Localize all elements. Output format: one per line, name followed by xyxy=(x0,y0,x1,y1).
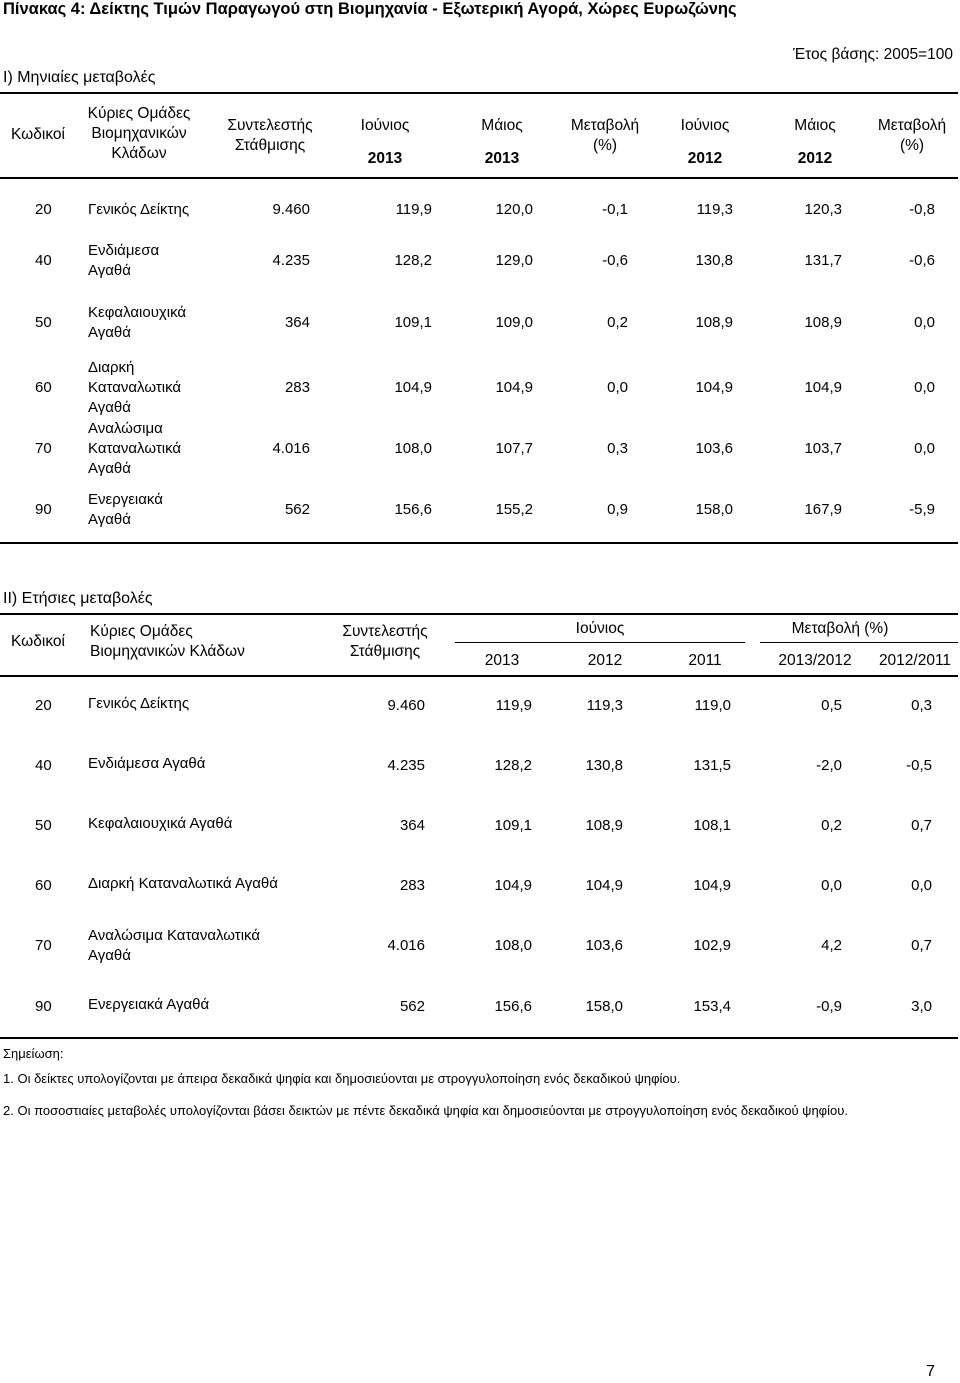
row-value: -5,9 xyxy=(909,501,935,518)
row2-value: 109,1 xyxy=(494,817,532,834)
header2-codes: Κωδικοί xyxy=(11,633,65,650)
row2-value: 102,9 xyxy=(693,937,731,954)
header-year-2013-a: 2013 xyxy=(367,150,403,167)
row2-weight: 9.460 xyxy=(387,697,425,714)
row-name-line: Καταναλωτικά xyxy=(88,440,182,457)
row-name-line: Αγαθά xyxy=(88,262,131,279)
row-weight: 4.016 xyxy=(272,440,310,457)
row-weight: 364 xyxy=(284,314,310,331)
header-may-2013: Μάιος xyxy=(481,117,523,134)
row-value: 156,6 xyxy=(394,501,432,518)
header-may-2012: Μάιος xyxy=(794,117,836,134)
row2-weight: 283 xyxy=(399,877,425,894)
row2-value: -0,9 xyxy=(816,998,842,1015)
row-value: 131,7 xyxy=(804,252,842,269)
row2-value: 130,8 xyxy=(585,757,623,774)
row-value: 109,1 xyxy=(394,314,432,331)
row-name-line: Αγαθά xyxy=(88,511,131,528)
row-weight: 4.235 xyxy=(272,252,310,269)
row2-code: 50 xyxy=(35,817,52,834)
row2-name-line: Αναλώσιμα Καταναλωτικά xyxy=(88,927,261,944)
header-groups-line2: Βιομηχανικών xyxy=(91,125,187,142)
note-2: 2. Οι ποσοστιαίες μεταβολές υπολογίζονται βάσει δεικτών με πέντε δεκαδικά ψηφία και δημοσιεύονται με στρογγυλοποίηση ενός δεκαδικού ψηφίου. xyxy=(3,1103,848,1118)
row2-value: 0,3 xyxy=(911,697,932,714)
notes-label: Σημείωση: xyxy=(3,1046,64,1061)
row2-value: 108,0 xyxy=(494,937,532,954)
header-change2-line2: (%) xyxy=(899,137,925,154)
row-name-line: Ενδιάμεσα xyxy=(88,242,160,259)
row2-value: 119,3 xyxy=(586,697,623,714)
row2-weight: 4.235 xyxy=(387,757,425,774)
row-value: 128,2 xyxy=(394,252,432,269)
section2-heading: ΙΙ) Ετήσιες μεταβολές xyxy=(3,590,153,607)
row-value: 103,7 xyxy=(804,440,842,457)
row-name-line: Διαρκή xyxy=(88,359,135,376)
row2-value: -0,5 xyxy=(906,757,932,774)
row-name xyxy=(88,419,181,479)
row-code: 50 xyxy=(35,314,52,331)
row-value: 119,9 xyxy=(395,201,432,218)
header2-change-underline xyxy=(760,642,958,643)
header2-weight-line1: Συντελεστής xyxy=(342,623,428,640)
row2-value: 0,5 xyxy=(821,697,842,714)
header-change2-line1: Μεταβολή xyxy=(877,117,947,134)
header2-change: Μεταβολή (%) xyxy=(791,620,889,637)
row2-name-line: Διαρκή Καταναλωτικά Αγαθά xyxy=(88,875,278,892)
row2-value: 0,0 xyxy=(911,877,932,894)
row-value: 129,0 xyxy=(495,252,533,269)
row2-name xyxy=(88,754,205,774)
header2-groups-line1: Κύριες Ομάδες xyxy=(90,623,193,640)
row2-value: 108,1 xyxy=(693,817,731,834)
header-codes: Κωδικοί xyxy=(11,126,65,143)
row-value: -0,6 xyxy=(909,252,935,269)
row-value: 104,9 xyxy=(394,379,432,396)
row2-name xyxy=(88,814,232,834)
row-value: 0,0 xyxy=(914,379,935,396)
row-value: 108,0 xyxy=(394,440,432,457)
row-weight: 9.460 xyxy=(272,201,310,218)
row-name-line: Κεφαλαιουχικά xyxy=(88,304,187,321)
page-number: 7 xyxy=(926,1363,935,1380)
row2-code: 40 xyxy=(35,757,52,774)
row-name xyxy=(88,490,163,530)
row2-name xyxy=(88,926,260,966)
row2-code: 60 xyxy=(35,877,52,894)
section2-bottom-rule xyxy=(0,1037,958,1039)
row2-weight: 562 xyxy=(399,998,425,1015)
header-june-2012: Ιούνιος xyxy=(680,117,730,134)
row-value: 167,9 xyxy=(804,501,842,518)
row-value: 0,3 xyxy=(607,440,628,457)
header2-groups xyxy=(90,622,245,662)
row-value: 0,2 xyxy=(607,314,628,331)
row2-name xyxy=(88,995,209,1015)
row-value: 0,0 xyxy=(914,314,935,331)
header-groups-line1: Κύριες Ομάδες xyxy=(87,105,191,122)
header-year-2012-b: 2012 xyxy=(797,150,833,167)
base-year: Έτος βάσης: 2005=100 xyxy=(793,46,953,63)
row2-value: 131,5 xyxy=(693,757,731,774)
row2-name-line: Αγαθά xyxy=(88,947,131,964)
header2-change-2012-2011: 2012/2011 xyxy=(878,652,952,669)
row2-code: 70 xyxy=(35,937,52,954)
header-change-line1: Μεταβολή xyxy=(570,117,640,134)
header2-june-underline xyxy=(455,642,745,643)
row2-name-line: Ενδιάμεσα Αγαθά xyxy=(88,755,206,772)
row2-value: 103,6 xyxy=(585,937,623,954)
header2-groups-line2: Βιομηχανικών Κλάδων xyxy=(90,643,245,660)
row2-name-line: Γενικός Δείκτης xyxy=(88,695,190,712)
header-weight-line1: Συντελεστής xyxy=(227,117,313,134)
row2-value: 0,7 xyxy=(911,817,932,834)
row2-name-line: Ενεργειακά Αγαθά xyxy=(88,996,210,1013)
row-value: 119,3 xyxy=(696,201,733,218)
header-weight xyxy=(210,116,330,156)
row2-value: 0,2 xyxy=(821,817,842,834)
row-weight: 562 xyxy=(284,501,310,518)
row-code: 60 xyxy=(35,379,52,396)
row-value: 0,0 xyxy=(914,440,935,457)
row2-value: 108,9 xyxy=(585,817,623,834)
header-year-2012-a: 2012 xyxy=(687,150,723,167)
row-value: 120,0 xyxy=(495,201,533,218)
row-value: -0,6 xyxy=(602,252,628,269)
row-code: 20 xyxy=(35,201,52,218)
row2-value: 104,9 xyxy=(693,877,731,894)
header2-year-2013: 2013 xyxy=(484,652,520,669)
row2-name-line: Κεφαλαιουχικά Αγαθά xyxy=(88,815,233,832)
note-1: 1. Οι δείκτες υπολογίζονται με άπειρα δεκαδικά ψηφία και δημοσιεύονται με στρογγυλοποίηση ενός δεκαδικού ψηφίου. xyxy=(3,1071,681,1086)
row-value: 104,9 xyxy=(804,379,842,396)
row-value: 158,0 xyxy=(695,501,733,518)
row2-value: 156,6 xyxy=(494,998,532,1015)
row2-value: 0,0 xyxy=(821,877,842,894)
row2-value: 4,2 xyxy=(821,937,842,954)
section2-top-rule xyxy=(0,613,958,615)
row-value: 0,0 xyxy=(607,379,628,396)
row-name xyxy=(88,358,181,418)
section2-header-rule xyxy=(0,675,958,677)
row-value: 155,2 xyxy=(495,501,533,518)
row-name-line: Αγαθά xyxy=(88,324,131,341)
row-value: 130,8 xyxy=(695,252,733,269)
row2-value: -2,0 xyxy=(816,757,842,774)
header2-weight-line2: Στάθμισης xyxy=(349,643,421,660)
row-value: 120,3 xyxy=(804,201,842,218)
row-code: 70 xyxy=(35,440,52,457)
header-groups-line3: Κλάδων xyxy=(111,145,167,162)
header-weight-line2: Στάθμισης xyxy=(234,137,306,154)
row2-value: 119,9 xyxy=(495,697,532,714)
header-change-2012 xyxy=(862,116,960,156)
row-value: 108,9 xyxy=(804,314,842,331)
header-june-2013: Ιούνιος xyxy=(360,117,410,134)
row-name-line: Αγαθά xyxy=(88,399,131,416)
row-name-line: Ενεργειακά xyxy=(88,491,163,508)
row2-value: 104,9 xyxy=(494,877,532,894)
row-value: 104,9 xyxy=(495,379,533,396)
header2-june: Ιούνιος xyxy=(575,620,625,637)
row-name-line: Καταναλωτικά xyxy=(88,379,182,396)
row-value: 104,9 xyxy=(695,379,733,396)
row-name-line: Αναλώσιμα xyxy=(88,420,163,437)
row2-name xyxy=(88,874,278,894)
section1-bottom-rule xyxy=(0,542,958,544)
row2-value: 0,7 xyxy=(911,937,932,954)
page-title: Πίνακας 4: Δείκτης Τιμών Παραγωγού στη Βιομηχανία - Εξωτερική Αγορά, Χώρες Ευρωζώνης xyxy=(3,0,737,18)
row-name xyxy=(88,200,189,220)
header2-change-2013-2012: 2013/2012 xyxy=(778,652,852,669)
row2-weight: 364 xyxy=(399,817,425,834)
row-code: 90 xyxy=(35,501,52,518)
header2-year-2012: 2012 xyxy=(587,652,623,669)
header2-weight xyxy=(325,622,445,662)
header-year-2013-b: 2013 xyxy=(484,150,520,167)
row2-code: 20 xyxy=(35,697,52,714)
row2-code: 90 xyxy=(35,998,52,1015)
section1-top-rule xyxy=(0,92,958,94)
row-value: -0,1 xyxy=(602,201,628,218)
header2-year-2011: 2011 xyxy=(688,652,722,669)
row-weight: 283 xyxy=(284,379,310,396)
section1-heading: Ι) Μηνιαίες μεταβολές xyxy=(3,69,156,86)
row-name xyxy=(88,241,159,281)
row2-value: 158,0 xyxy=(585,998,623,1015)
header-groups xyxy=(78,104,200,164)
section1-header-rule xyxy=(0,177,958,179)
row2-weight: 4.016 xyxy=(387,937,425,954)
row-name xyxy=(88,303,186,343)
row-value: 109,0 xyxy=(495,314,533,331)
row-value: 103,6 xyxy=(695,440,733,457)
row2-value: 128,2 xyxy=(494,757,532,774)
row-name-line: Αγαθά xyxy=(88,460,131,477)
row2-value: 119,0 xyxy=(694,697,731,714)
row2-value: 104,9 xyxy=(585,877,623,894)
row-value: 107,7 xyxy=(495,440,533,457)
row-name-line: Γενικός Δείκτης xyxy=(88,201,190,218)
row-value: 0,9 xyxy=(607,501,628,518)
row2-name xyxy=(88,694,189,714)
row-code: 40 xyxy=(35,252,52,269)
header-change-line2: (%) xyxy=(592,137,618,154)
row-value: -0,8 xyxy=(909,201,935,218)
row2-value: 3,0 xyxy=(911,998,932,1015)
header-change-2013 xyxy=(555,116,655,156)
row2-value: 153,4 xyxy=(693,998,731,1015)
row-value: 108,9 xyxy=(695,314,733,331)
